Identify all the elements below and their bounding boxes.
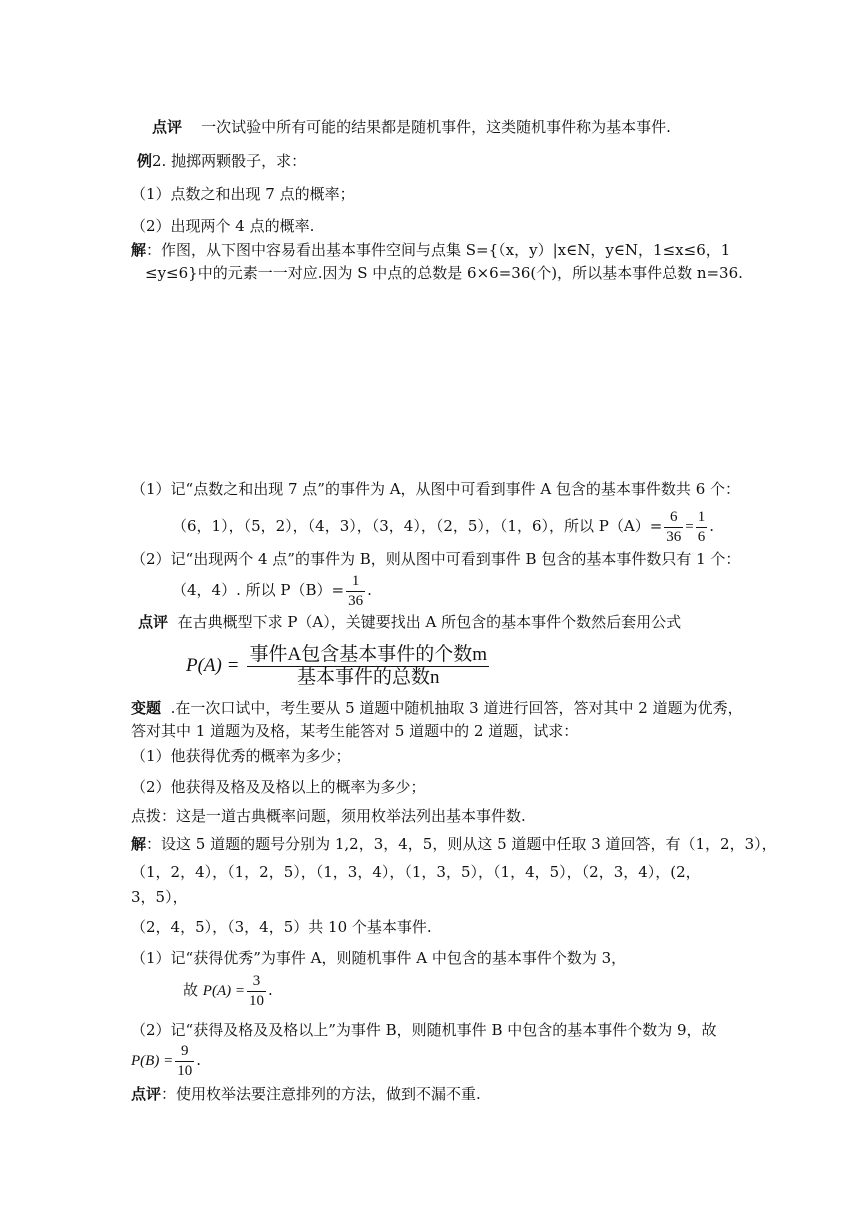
note-1 xyxy=(152,117,671,137)
fraction-3-10: $\frac{3}{10}$ xyxy=(248,972,264,1009)
example-label: 例 xyxy=(137,152,153,170)
part-2-line-2: （4，4）. 所以 P（B）= $\frac{1}{36}$ . xyxy=(172,572,372,609)
fraction-6-36: $\frac{6}{36}$ xyxy=(666,508,682,545)
example-question-2: （2）出现两个 4 点的概率. xyxy=(131,217,315,235)
formula: P(A) = $\frac{\text{事件A包含基本事件的个数m}}{\text{基本事件的总数n}}$ xyxy=(186,643,487,688)
solution-2-part-1: （1）记“获得优秀”为事件 A，则随机事件 A 中包含的基本事件个数为 3， xyxy=(131,949,627,967)
formula-fraction: $\frac{\text{事件A包含基本事件的个数m}}{\text{基本事件的总数n}}$ xyxy=(249,643,487,688)
solution-2-line-2: （1，2，4），（1，2，5），（1，3，4），（1，3，5），（1，4，5），（2，3，4），(2， xyxy=(131,863,701,881)
note-label: 点评 xyxy=(131,1085,162,1103)
solution-2-line-4: （2，4，5），（3，4，5）共 10 个基本事件. xyxy=(131,918,432,936)
note-3 xyxy=(131,1084,481,1104)
variant-hint: 点拨：这是一道古典概率问题，须用枚举法列出基本事件数. xyxy=(131,807,526,825)
example-number: 2. xyxy=(152,152,167,170)
variant-question-1: （1）他获得优秀的概率为多少； xyxy=(131,747,351,765)
part-2-line-1: （2）记“出现两个 4 点”的事件为 B，则从图中可看到事件 B 包含的基本事件数只有 1 个： xyxy=(131,550,741,568)
fraction-1-6: $\frac{1}{6}$ xyxy=(697,508,706,545)
variant-label: 变题 xyxy=(131,699,162,717)
note-label: 点评 xyxy=(152,118,183,136)
variant-question-2: （2）他获得及格及及格以上的概率为多少； xyxy=(131,778,426,796)
solution-1-line-2: ≤y≤6}中的元素一一对应.因为 S 中点的总数是 6×6=36(个)，所以基本事件总数 n=36. xyxy=(145,264,743,282)
note-text: 在古典概型下求 P（A），关键要找出 A 所包含的基本事件个数然后套用公式 xyxy=(177,613,682,631)
fraction-9-10: $\frac{9}{10}$ xyxy=(177,1042,193,1079)
solution-2-part-2: （2）记“获得及格及及格以上”为事件 B，则随机事件 B 中包含的基本事件个数为 9，故 xyxy=(131,1021,717,1039)
note-2 xyxy=(138,612,681,632)
part-1-line-1: （1）记“点数之和出现 7 点”的事件为 A，从图中可看到事件 A 包含的基本事件数共 6 个： xyxy=(131,480,741,498)
solution-1-line-1: 解：作图，从下图中容易看出基本事件空间与点集 S={（x，y）|x∈N，y∈N，1≤x≤6，1 xyxy=(131,241,731,259)
example-question-1: （1）点数之和出现 7 点的概率； xyxy=(131,185,355,203)
solution-2-line-3: 3，5）， xyxy=(131,888,188,906)
example-text: 抛掷两颗骰子，求： xyxy=(171,152,307,170)
variant-line-2: 答对其中 1 道题为及格，某考生能答对 5 道题中的 2 道题，试求： xyxy=(131,722,579,740)
solution-2-part-1-formula: 故 P(A) = $\frac{3}{10}$ . xyxy=(183,972,273,1009)
solution-2-line-1: 解：设这 5 道题的题号分别为 1,2，3，4，5，则从这 5 道题中任取 3 道回答，有（1，2，3）， xyxy=(131,835,777,853)
note-text: 一次试验中所有可能的结果都是随机事件，这类随机事件称为基本事件. xyxy=(201,118,671,136)
solution-label: 解 xyxy=(131,835,147,853)
note-text: ：使用枚举法要注意排列的方法，做到不漏不重. xyxy=(161,1085,481,1103)
note-label: 点评 xyxy=(138,613,169,631)
solution-label: 解 xyxy=(131,241,147,259)
part-1-line-2: （6，1），（5，2），（4，3），（3，4），（2，5），（1，6），所以 P（A）= $\frac{6}{36}$ = $\frac{1}{6}$ . xyxy=(172,508,715,545)
fraction-1-36: $\frac{1}{36}$ xyxy=(348,572,364,609)
example-2-heading xyxy=(137,151,306,171)
variant-line-1: 变题 .在一次口试中，考生要从 5 道题中随机抽取 3 道进行回答，答对其中 2 道题为优秀， xyxy=(131,699,743,717)
solution-2-part-2-formula: P(B) = $\frac{9}{10}$ . xyxy=(131,1042,201,1079)
